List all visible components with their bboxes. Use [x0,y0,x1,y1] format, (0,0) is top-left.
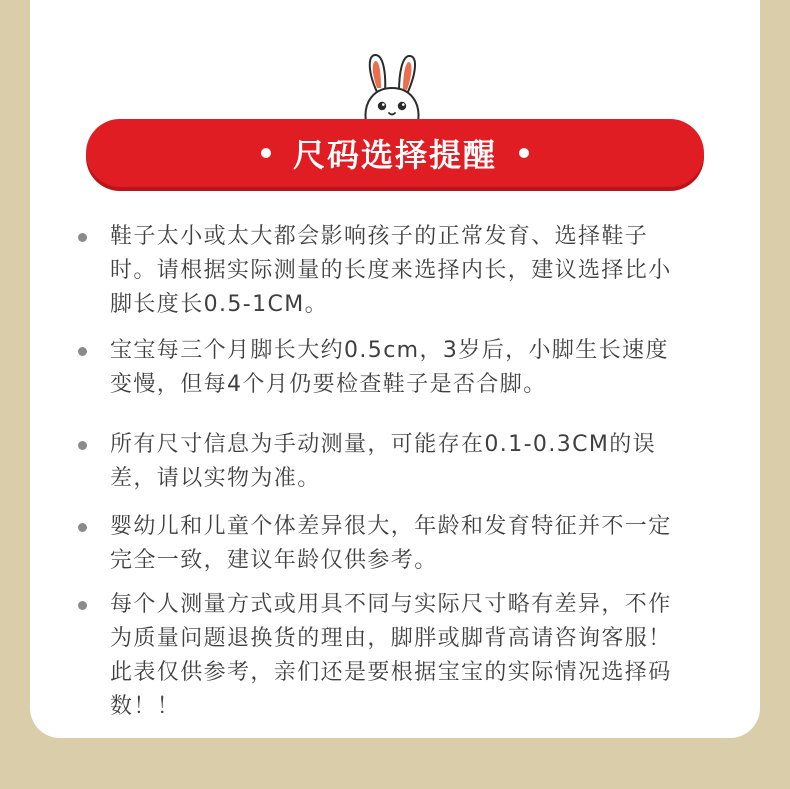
note-item [76,510,672,578]
note-item [76,588,672,724]
bullet-icon [78,441,87,450]
note-line: 为质量问题退换货的理由，脚胖或脚背高请咨询客服！ [110,626,672,651]
note-line: 数！！ [110,694,181,719]
banner-dot-icon [261,148,271,158]
note-line: 宝宝每三个月脚长大约0.5cm，3岁后，小脚生长速度 [110,338,669,363]
bullet-icon [78,523,87,532]
bunny-mascot-icon [357,52,427,122]
note-line: 婴幼儿和儿童个体差异很大，年龄和发育特征并不一定 [110,514,672,539]
bullet-icon [78,347,87,356]
banner-title: 尺码选择提醒 [292,136,497,174]
note-line: 每个人测量方式或用具不同与实际尺寸略有差异，不作 [110,592,672,617]
note-line: 此表仅供参考，亲们还是要根据宝宝的实际情况选择码 [110,660,672,685]
note-item [76,428,656,496]
note-line: 变慢，但每4个月仍要检查鞋子是否合脚。 [110,372,547,397]
note-line: 时。请根据实际测量的长度来选择内长，建议选择比小 [110,258,672,283]
note-item [76,334,669,402]
note-line: 鞋子太小或太大都会影响孩子的正常发育、选择鞋子 [110,224,649,249]
note-line: 所有尺寸信息为手动测量，可能存在0.1-0.3CM的误 [110,432,657,457]
note-item [76,220,672,322]
banner-dot-icon [519,148,529,158]
size-reminder-banner [86,119,704,187]
note-line: 脚长度长0.5-1CM。 [110,292,329,317]
note-line: 完全一致，建议年龄仅供参考。 [110,548,438,573]
bullet-icon [78,233,87,242]
note-line: 差，请以实物为准。 [110,466,321,491]
bullet-icon [78,601,87,610]
